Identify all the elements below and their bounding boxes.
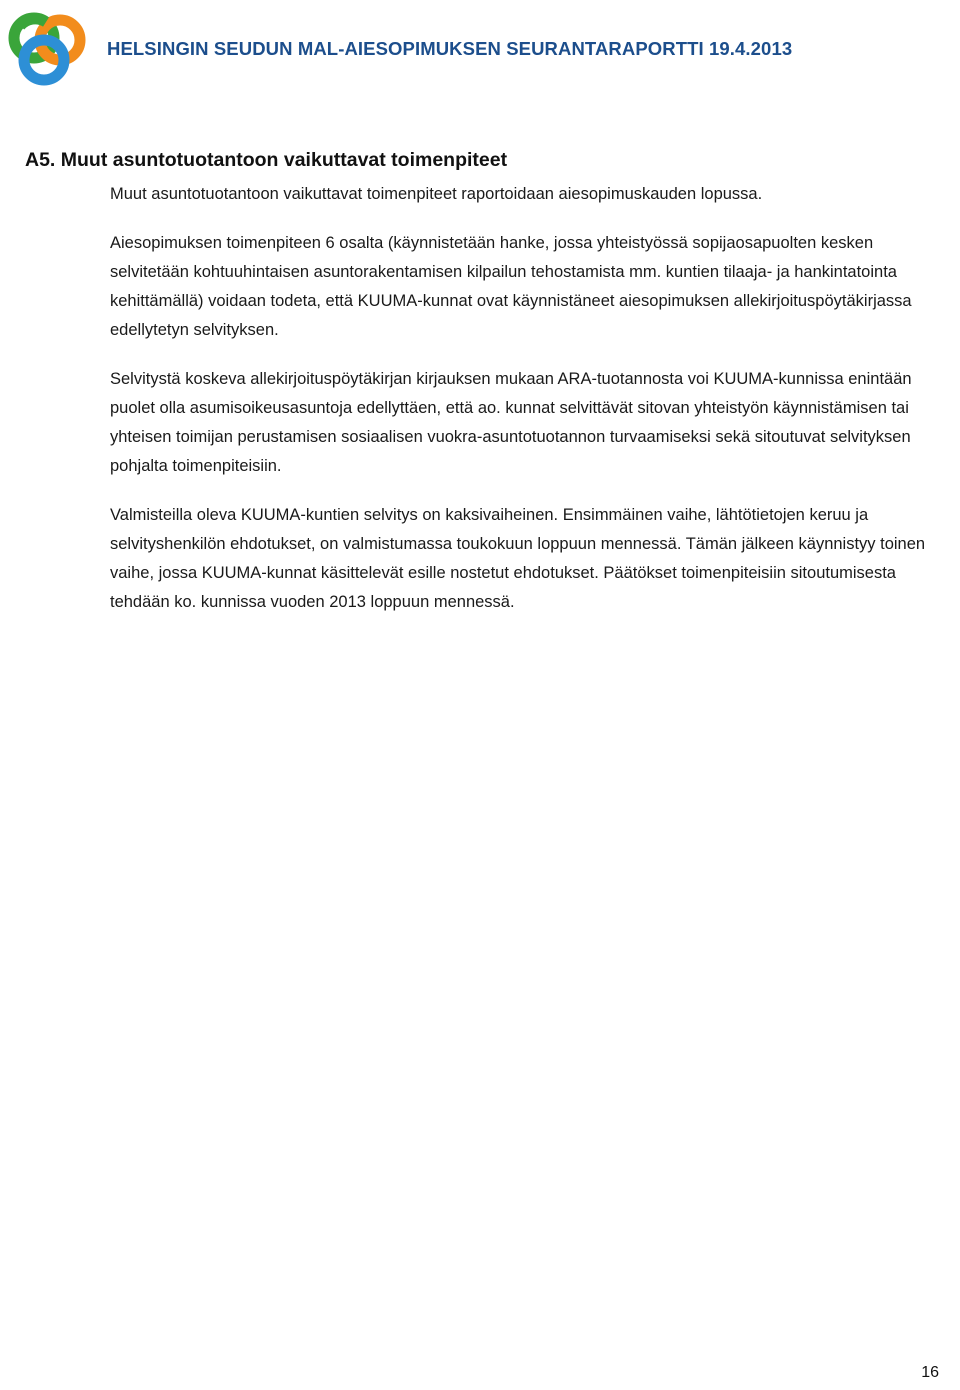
paragraph: Muut asuntotuotantoon vaikuttavat toimenpiteet raportoidaan aiesopimuskauden lopussa. [110, 185, 763, 203]
interlocking-rings-logo-icon [4, 4, 92, 90]
page-header [0, 0, 960, 96]
page-number: 16 [921, 1364, 939, 1381]
report-title: HELSINGIN SEUDUN MAL-AIESOPIMUKSEN SEURANTARAPORTTI 19.4.2013 [107, 38, 793, 59]
paragraph: Valmisteilla oleva KUUMA-kuntien selvitys on kaksivaiheinen. Ensimmäinen vaihe, lähtötietojen keruu ja selvityshenkilön ehdotukset, on valmistumassa toukokuun loppuun mennessä. Tämän jälkeen käynnistyy toinen vaihe, jossa KUUMA-kunnat käsittelevät esille nostetut ehdotukset. Päätökset toimenpiteisiin sitoutumisesta tehdään ko. kunnissa vuoden 2013 loppuun mennessä. [110, 506, 926, 611]
paragraph: Aiesopimuksen toimenpiteen 6 osalta (käynnistetään hanke, jossa yhteistyössä sopijaosapuolten kesken selvitetään kohtuuhintaisen asuntorakentamisen kilpailun tehostamista mm. kuntien tilaaja- ja hankintatointa kehittämällä) voidaan todeta, että KUUMA-kunnat ovat käynnistäneet aiesopimuksen allekirjoituspöytäkirjassa edellytetyn selvityksen. [110, 234, 912, 339]
body-text [110, 180, 944, 637]
section-heading: A5. Muut asuntotuotantoon vaikuttavat toimenpiteet [25, 149, 508, 172]
paragraph: Selvitystä koskeva allekirjoituspöytäkirjan kirjauksen mukaan ARA-tuotannosta voi KUUMA-kunnissa enintään puolet olla asumisoikeusasuntoja edellyttäen, että ao. kunnat selvittävät sitovan yhteistyön käynnistämisen tai yhteisen toimijan perustamisen sosiaalisen vuokra-asuntotuotannon turvaamiseksi sekä sitoutuvat selvityksen pohjalta toimenpiteisiin. [110, 370, 912, 475]
